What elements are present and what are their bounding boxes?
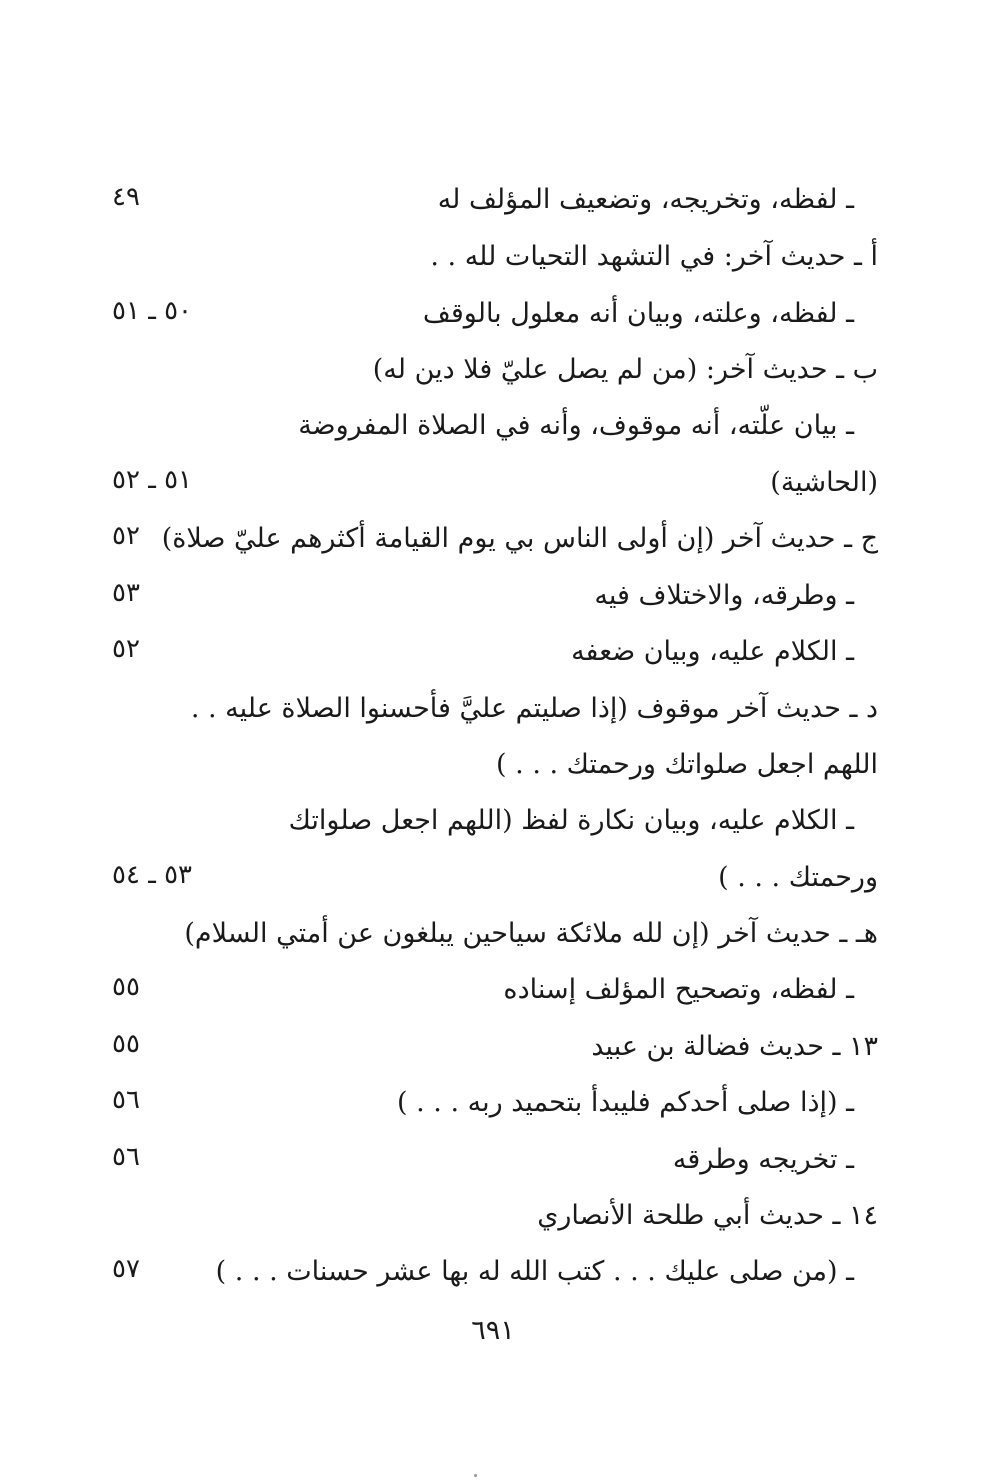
entry-text: ١٣ ـ حديث فضالة بن عبيد: [591, 1031, 878, 1062]
entry-text: د ـ حديث آخر موقوف (إذا صليتم عليَّ فأحسنوا الصلاة عليه . .: [190, 693, 878, 724]
entry-text: (الحاشية): [770, 467, 878, 498]
index-entry: [0, 172, 986, 228]
index-entry: [0, 850, 986, 906]
entry-text: أ ـ حديث آخر: في التشهد التحيات لله . .: [430, 241, 878, 272]
entry-pages: ٥٠ ـ ٥١: [112, 296, 193, 326]
entry-text: ـ لفظه، وتخريجه، وتضعيف المؤلف له: [437, 184, 854, 215]
entry-pages: ٥٧: [112, 1254, 140, 1284]
entry-pages: ٥٥: [112, 972, 140, 1002]
index-entry: [0, 229, 986, 285]
index-entry: [0, 737, 986, 793]
entry-text: ـ وطرقه، والاختلاف فيه: [594, 580, 854, 611]
index-entry: [0, 1188, 986, 1244]
entry-text: ج ـ حديث آخر (إن أولى الناس بي يوم القيامة أكثرهم عليّ صلاة): [161, 523, 878, 554]
entry-text: ـ بيان علّته، أنه موقوف، وأنه في الصلاة المفروضة: [298, 410, 854, 441]
entry-text: هـ ـ حديث آخر (إن لله ملائكة سياحين يبلغون عن أمتي السلام): [184, 918, 878, 949]
index-entry: [0, 568, 986, 624]
index-entry: [0, 681, 986, 737]
page-number: ٦٩١: [471, 1315, 515, 1346]
index-entry: [0, 624, 986, 680]
entry-text: ـ تخريجه وطرقه: [672, 1144, 854, 1175]
entry-text: ـ لفظه، وعلته، وبيان أنه معلول بالوقف: [422, 298, 854, 329]
index-entry: [0, 793, 986, 849]
entry-text: ـ (إذا صلى أحدكم فليبدأ بتحميد ربه . . . ): [397, 1087, 854, 1118]
entry-text: ـ الكلام عليه، وبيان ضعفه: [571, 636, 854, 667]
entry-pages: ٥٢: [112, 634, 140, 664]
index-entry: [0, 1244, 986, 1300]
entry-pages: ٥٣: [112, 578, 140, 608]
entry-pages: ٤٩: [112, 182, 140, 212]
entry-pages: ٥١ ـ ٥٢: [112, 465, 193, 495]
entry-text: ب ـ حديث آخر: (من لم يصل عليّ فلا دين له): [372, 354, 878, 385]
entry-pages: ٥٣ ـ ٥٤: [112, 860, 193, 890]
entry-pages: ٥٦: [112, 1085, 140, 1115]
index-entry: [0, 342, 986, 398]
entry-text: اللهم اجعل صلواتك ورحمتك . . . ): [496, 749, 878, 780]
index-entry: [0, 455, 986, 511]
index-entry: [0, 1019, 986, 1075]
index-entry: [0, 511, 986, 567]
index-entry: [0, 1132, 986, 1188]
scan-dot: [474, 1474, 477, 1477]
entry-text: ١٤ ـ حديث أبي طلحة الأنصاري: [537, 1200, 878, 1231]
index-entry: [0, 1075, 986, 1131]
index-entry: [0, 286, 986, 342]
index-entry: [0, 906, 986, 962]
index-entry: [0, 398, 986, 454]
entry-text: ـ الكلام عليه، وبيان نكارة لفظ (اللهم اجعل صلواتك: [288, 805, 854, 836]
entry-pages: ٥٥: [112, 1029, 140, 1059]
index-entry: [0, 962, 986, 1018]
entry-pages: ٥٢: [112, 521, 140, 551]
entry-pages: ٥٦: [112, 1142, 140, 1172]
entry-text: ورحمتك . . . ): [718, 862, 878, 893]
entry-text: ـ (من صلى عليك . . . كتب الله له بها عشر حسنات . . . ): [215, 1256, 854, 1287]
entry-text: ـ لفظه، وتصحيح المؤلف إسناده: [503, 974, 854, 1005]
